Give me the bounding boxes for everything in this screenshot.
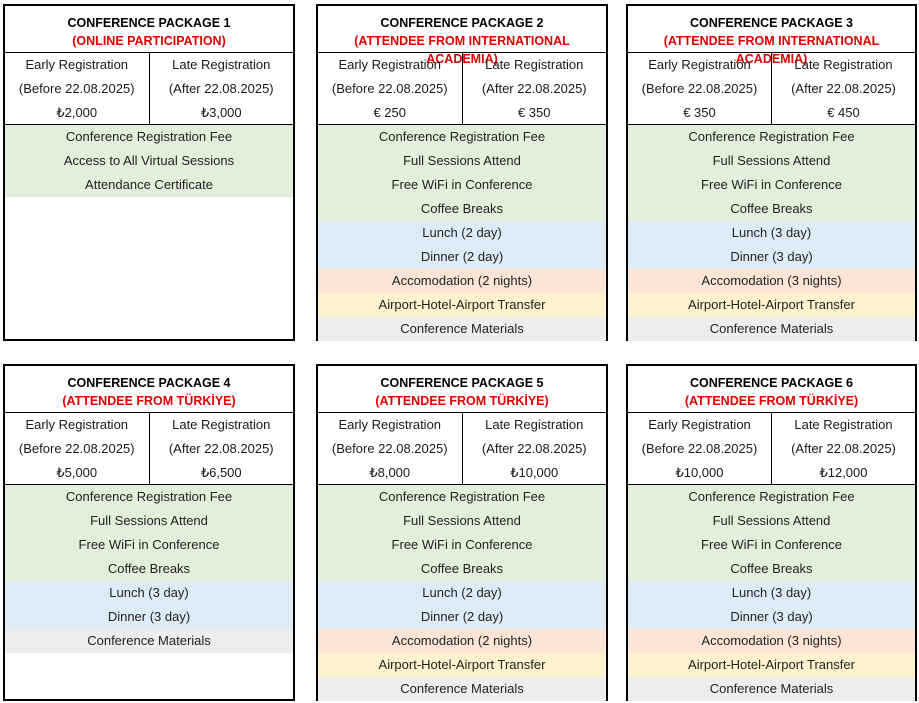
early-label: Early Registration xyxy=(25,57,129,72)
feature-item: Lunch (3 day) xyxy=(5,581,293,605)
early-registration xyxy=(5,413,149,484)
feature-item: Coffee Breaks xyxy=(318,557,606,581)
late-registration xyxy=(462,413,607,484)
feature-item: Conference Registration Fee xyxy=(5,485,293,509)
feature-item: Free WiFi in Conference xyxy=(318,533,606,557)
late-price: € 450 xyxy=(827,105,860,120)
early-price: ₺5,000 xyxy=(56,465,98,480)
price-table xyxy=(628,413,915,485)
feature-list xyxy=(318,125,606,341)
feature-list xyxy=(628,485,915,701)
late-price: ₺10,000 xyxy=(510,465,559,480)
feature-item: Accomodation (3 nights) xyxy=(628,269,915,293)
feature-item: Conference Registration Fee xyxy=(628,485,915,509)
feature-item: Lunch (3 day) xyxy=(628,221,915,245)
price-table xyxy=(628,53,915,125)
early-registration xyxy=(628,413,771,484)
feature-item: Conference Materials xyxy=(318,317,606,341)
feature-item: Conference Registration Fee xyxy=(318,485,606,509)
early-label: Early Registration xyxy=(648,417,751,432)
feature-item: Lunch (3 day) xyxy=(628,581,915,605)
early-label: Early Registration xyxy=(648,57,751,72)
late-date: (After 22.08.2025) xyxy=(168,81,274,96)
feature-item: Free WiFi in Conference xyxy=(628,533,915,557)
early-date: (Before 22.08.2025) xyxy=(18,81,135,96)
feature-item: Conference Registration Fee xyxy=(5,125,293,149)
early-price: ₺8,000 xyxy=(369,465,411,480)
feature-item: Coffee Breaks xyxy=(318,197,606,221)
late-registration xyxy=(149,53,294,124)
early-date: (Before 22.08.2025) xyxy=(331,441,448,456)
feature-item: Dinner (3 day) xyxy=(5,605,293,629)
feature-list xyxy=(5,485,293,653)
early-price: ₺2,000 xyxy=(56,105,98,120)
feature-item: Conference Registration Fee xyxy=(628,125,915,149)
late-price: ₺6,500 xyxy=(200,465,242,480)
early-label: Early Registration xyxy=(338,417,442,432)
feature-item: Free WiFi in Conference xyxy=(5,533,293,557)
feature-item: Full Sessions Attend xyxy=(318,509,606,533)
late-label: Late Registration xyxy=(172,57,271,72)
package-subtitle: (ATTENDEE FROM INTERNATIONAL ACADEMIA) xyxy=(663,34,880,66)
early-price: € 250 xyxy=(373,105,407,120)
package-title: CONFERENCE PACKAGE 5 xyxy=(380,376,544,390)
feature-item: Accomodation (2 nights) xyxy=(318,629,606,653)
late-date: (After 22.08.2025) xyxy=(481,81,587,96)
feature-item: Conference Materials xyxy=(628,317,915,341)
late-date: (After 22.08.2025) xyxy=(168,441,274,456)
early-date: (Before 22.08.2025) xyxy=(18,441,135,456)
feature-item: Full Sessions Attend xyxy=(628,509,915,533)
package-header xyxy=(5,366,293,413)
feature-item: Conference Materials xyxy=(628,677,915,701)
feature-item: Airport-Hotel-Airport Transfer xyxy=(318,293,606,317)
package-subtitle: (ATTENDEE FROM TÜRKİYE) xyxy=(375,394,549,408)
early-registration xyxy=(5,53,149,124)
feature-list xyxy=(318,485,606,701)
package-title: CONFERENCE PACKAGE 3 xyxy=(690,16,853,30)
package-card-2 xyxy=(316,4,608,341)
feature-item: Lunch (2 day) xyxy=(318,221,606,245)
feature-item: Coffee Breaks xyxy=(628,197,915,221)
late-registration xyxy=(771,413,915,484)
feature-item: Dinner (3 day) xyxy=(628,245,915,269)
feature-item: Free WiFi in Conference xyxy=(628,173,915,197)
early-price: ₺10,000 xyxy=(675,465,724,480)
feature-item: Free WiFi in Conference xyxy=(318,173,606,197)
late-price: ₺3,000 xyxy=(200,105,242,120)
feature-item: Coffee Breaks xyxy=(628,557,915,581)
late-label: Late Registration xyxy=(485,417,584,432)
package-title: CONFERENCE PACKAGE 6 xyxy=(690,376,853,390)
feature-item: Dinner (2 day) xyxy=(318,245,606,269)
package-title: CONFERENCE PACKAGE 1 xyxy=(67,16,231,30)
package-subtitle: (ATTENDEE FROM INTERNATIONAL ACADEMIA) xyxy=(354,34,570,66)
feature-item: Conference Registration Fee xyxy=(318,125,606,149)
late-price: ₺12,000 xyxy=(819,465,868,480)
price-table xyxy=(5,53,293,125)
late-registration xyxy=(771,53,915,124)
late-date: (After 22.08.2025) xyxy=(481,441,587,456)
package-header xyxy=(5,6,293,53)
early-registration xyxy=(318,413,462,484)
feature-list xyxy=(5,125,293,197)
price-table xyxy=(318,413,606,485)
late-date: (After 22.08.2025) xyxy=(791,441,896,456)
feature-item: Dinner (3 day) xyxy=(628,605,915,629)
feature-item: Airport-Hotel-Airport Transfer xyxy=(628,653,915,677)
price-table xyxy=(5,413,293,485)
early-date: (Before 22.08.2025) xyxy=(641,81,758,96)
feature-item: Coffee Breaks xyxy=(5,557,293,581)
feature-item: Dinner (2 day) xyxy=(318,605,606,629)
package-card-6 xyxy=(626,364,917,701)
price-table xyxy=(318,53,606,125)
package-subtitle: (ATTENDEE FROM TÜRKİYE) xyxy=(62,394,236,408)
late-label: Late Registration xyxy=(794,417,893,432)
feature-list xyxy=(628,125,915,341)
early-label: Early Registration xyxy=(25,417,129,432)
late-label: Late Registration xyxy=(485,57,584,72)
package-subtitle: (ATTENDEE FROM TÜRKİYE) xyxy=(684,394,859,408)
feature-item: Conference Materials xyxy=(5,629,293,653)
package-title: CONFERENCE PACKAGE 2 xyxy=(380,16,544,30)
late-date: (After 22.08.2025) xyxy=(791,81,896,96)
feature-item: Full Sessions Attend xyxy=(5,509,293,533)
early-date: (Before 22.08.2025) xyxy=(641,441,758,456)
early-price: € 350 xyxy=(683,105,716,120)
package-card-3 xyxy=(626,4,917,341)
late-label: Late Registration xyxy=(794,57,893,72)
late-registration xyxy=(462,53,607,124)
feature-item: Conference Materials xyxy=(318,677,606,701)
late-registration xyxy=(149,413,294,484)
feature-item: Lunch (2 day) xyxy=(318,581,606,605)
feature-item: Access to All Virtual Sessions xyxy=(5,149,293,173)
feature-item: Attendance Certificate xyxy=(5,173,293,197)
feature-item: Full Sessions Attend xyxy=(628,149,915,173)
feature-item: Accomodation (3 nights) xyxy=(628,629,915,653)
feature-item: Airport-Hotel-Airport Transfer xyxy=(318,653,606,677)
package-header xyxy=(628,366,915,413)
early-label: Early Registration xyxy=(338,57,442,72)
early-date: (Before 22.08.2025) xyxy=(331,81,448,96)
package-card-5 xyxy=(316,364,608,701)
package-title: CONFERENCE PACKAGE 4 xyxy=(67,376,231,390)
package-card-1 xyxy=(3,4,295,341)
feature-item: Airport-Hotel-Airport Transfer xyxy=(628,293,915,317)
package-card-4 xyxy=(3,364,295,701)
package-subtitle: (ONLINE PARTICIPATION) xyxy=(72,34,226,48)
feature-item: Accomodation (2 nights) xyxy=(318,269,606,293)
package-header xyxy=(318,366,606,413)
late-price: € 350 xyxy=(517,105,551,120)
early-registration xyxy=(628,53,771,124)
early-registration xyxy=(318,53,462,124)
late-label: Late Registration xyxy=(172,417,271,432)
feature-item: Full Sessions Attend xyxy=(318,149,606,173)
